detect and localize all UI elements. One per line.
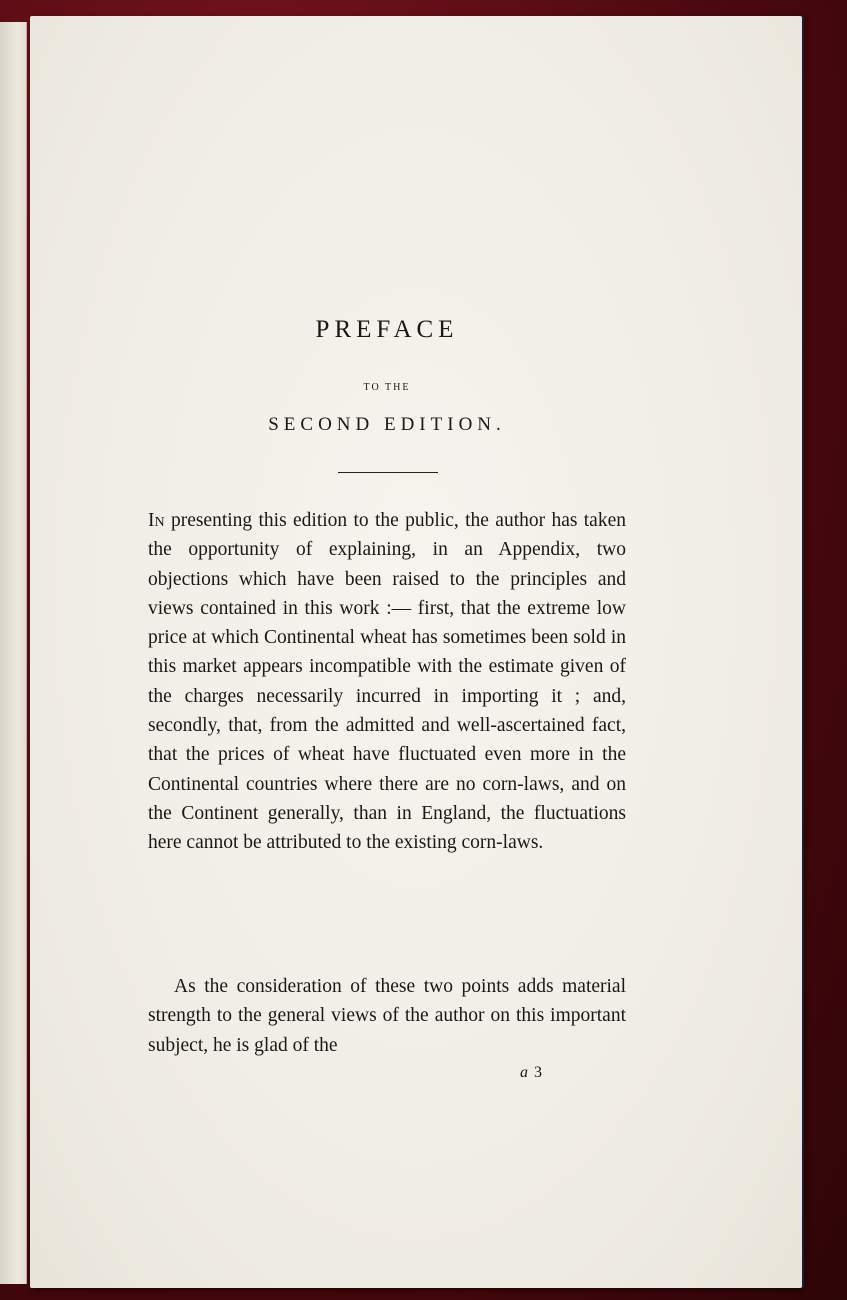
- book-page: [30, 16, 802, 1288]
- facing-page-edge: [0, 22, 27, 1284]
- signature-number: 3: [534, 1064, 543, 1081]
- title-connector: TO THE: [363, 382, 411, 393]
- paragraph-1-dropcap: In: [148, 510, 165, 531]
- page-title: PREFACE: [315, 316, 459, 343]
- paragraph-2: As the consideration of these two points adds material strength to the general views of the author on this important subject, he is glad of the: [148, 976, 626, 1056]
- page-subtitle: SECOND EDITION.: [268, 414, 506, 435]
- paragraph-1: [148, 506, 626, 858]
- signature-letter: a: [520, 1064, 529, 1081]
- title-divider: [338, 472, 438, 473]
- signature-mark: [520, 1064, 543, 1082]
- paragraph-1-text: presenting this edition to the public, the author has taken the opportunity of explaining, in an Appendix, two objections which have been raised to the principles and views contained in this work :— first, that the extreme low price at which Continental wheat has sometimes been sold in this market appears incompatible with the estimate given of the charges necessarily incurred in importing it ; and, secondly, that, from the admitted and well-ascertained fact, that the prices of wheat have fluctuated even more in the Continental countries where there are no corn-laws, and on the Continent generally, than in England, the fluctuations here cannot be attributed to the existing corn-laws.: [148, 510, 626, 854]
